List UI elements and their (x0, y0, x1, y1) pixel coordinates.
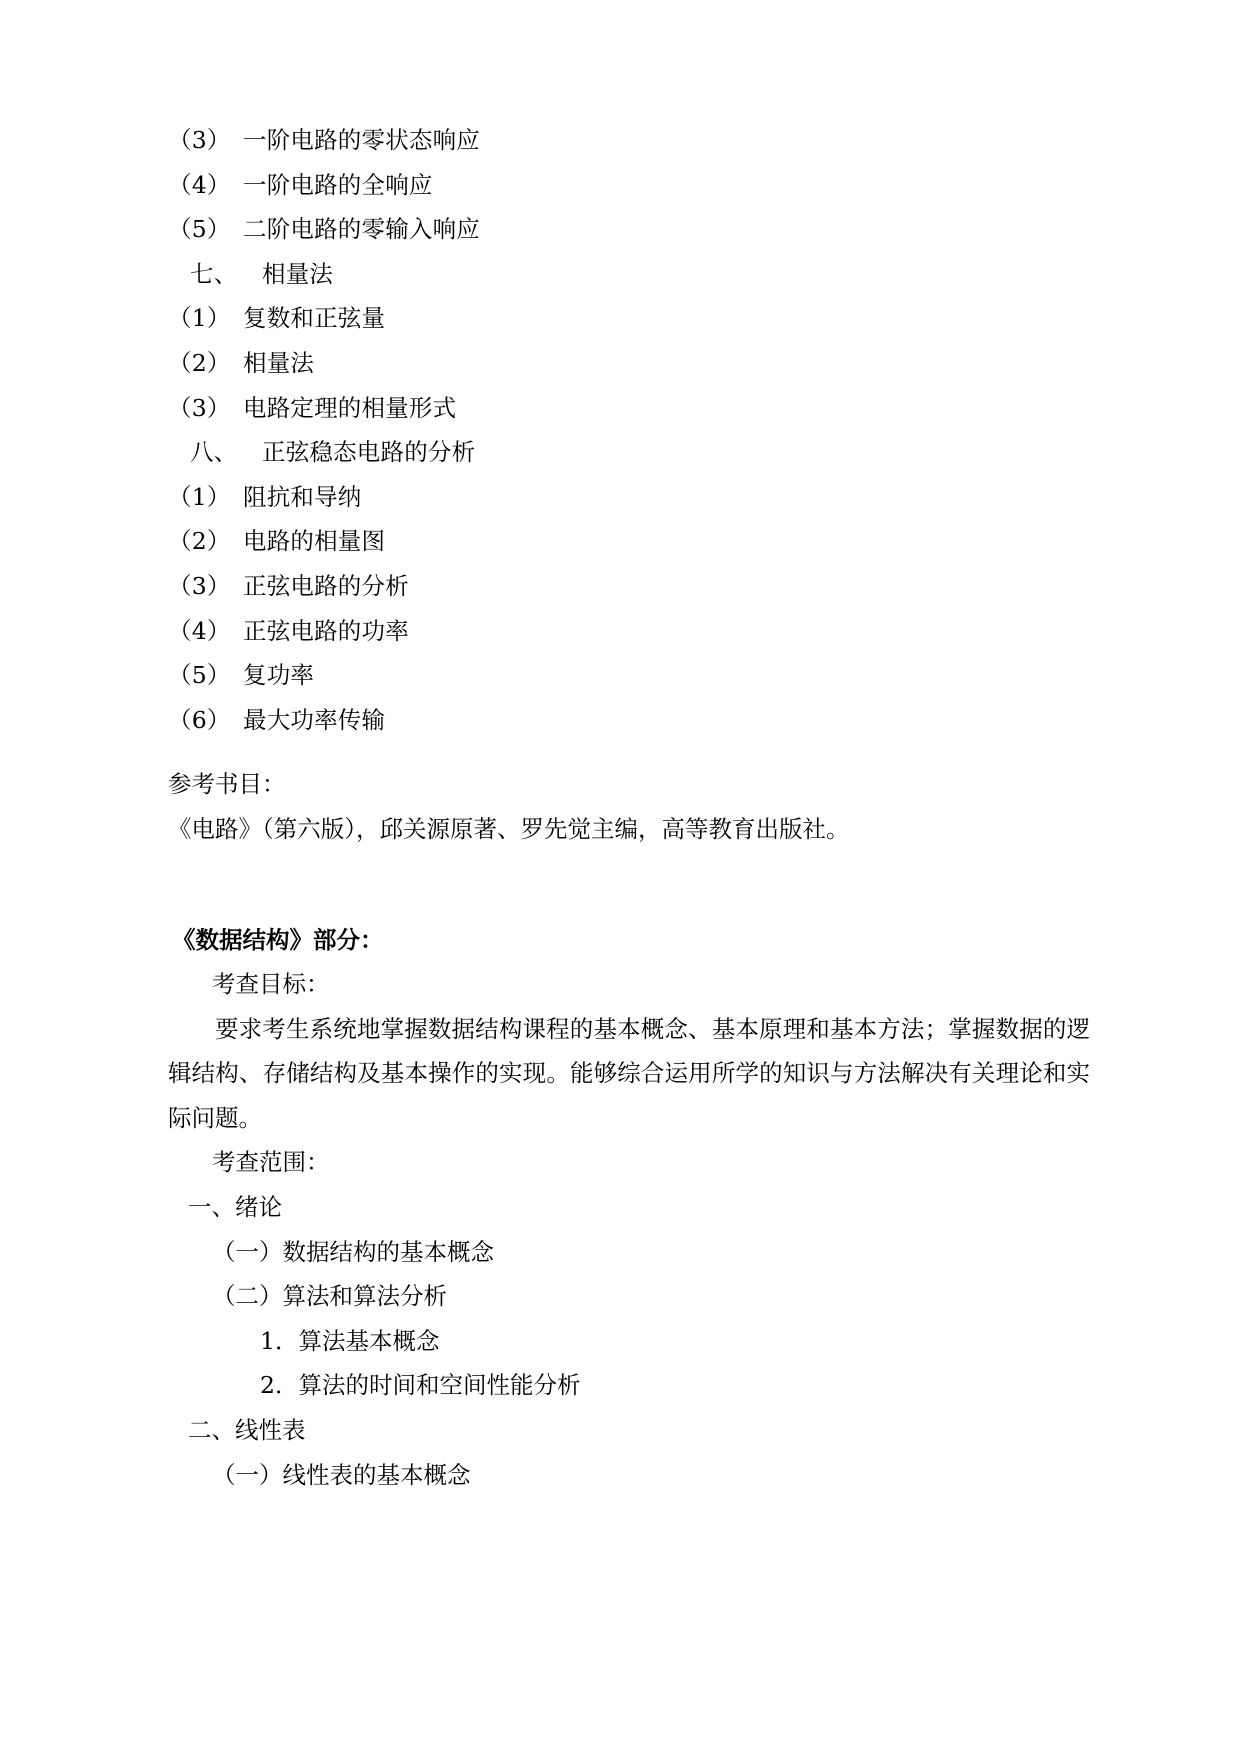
outline-item-text: 复功率 (243, 661, 315, 690)
outline-item (168, 207, 1090, 252)
scope-label: 考查范围： (212, 1148, 330, 1177)
section-heading-eight (168, 430, 1090, 475)
section-title: 相量法 (262, 259, 334, 288)
chapter-one-sub-b-item: 1．算法基本概念 (260, 1326, 440, 1355)
chapter-one-sub-b: （二）算法和算法分析 (212, 1282, 447, 1311)
outline-item-number: （4） (168, 170, 231, 199)
outline-item-number: （6） (168, 705, 231, 734)
outline-item-number: （1） (168, 482, 231, 511)
outline-item-text: 电路的相量图 (243, 527, 386, 556)
chapter-heading-two: 二、线性表 (188, 1416, 306, 1445)
outline-item (168, 564, 1090, 609)
section-heading-seven (168, 252, 1090, 297)
outline-item-number: （3） (168, 393, 231, 422)
section-number: 八、 (190, 438, 238, 467)
references-label: 参考书目： (168, 770, 286, 799)
outline-item-number: （3） (168, 126, 231, 154)
chapter-heading-one: 一、绪论 (188, 1193, 282, 1222)
outline-item (168, 341, 1090, 386)
outline-item (168, 698, 1090, 743)
outline-item-text: 阻抗和导纳 (243, 482, 362, 511)
outline-item-number: （5） (168, 215, 231, 244)
section-seven-items (168, 296, 1090, 430)
outline-item-text: 最大功率传输 (243, 705, 386, 734)
outline-item-number: （3） (168, 571, 231, 600)
outline-item-text: 二阶电路的零输入响应 (243, 215, 480, 244)
outline-item (168, 609, 1090, 654)
outline-item (168, 163, 1090, 208)
outline-item (168, 386, 1090, 431)
section-eight-items (168, 475, 1090, 743)
outline-item-text: 一阶电路的全响应 (243, 170, 433, 199)
section-number: 七、 (190, 259, 238, 288)
outline-item-text: 正弦电路的功率 (243, 616, 409, 645)
outline-item-text: 正弦电路的分析 (243, 571, 409, 600)
chapter-two-sub-a: （一）线性表的基本概念 (212, 1460, 471, 1489)
outline-item (168, 519, 1090, 564)
objective-label: 考查目标： (212, 970, 330, 999)
outline-item (168, 475, 1090, 520)
objective-paragraph: 要求考生系统地掌握数据结构课程的基本概念、基本原理和基本方法；掌握数据的逻辑结构、存储结构及基本操作的实现。能够综合运用所学的知识与方法解决有关理论和实际问题。 (168, 1014, 1090, 1132)
outline-item-number: （5） (168, 661, 231, 690)
outline-item-number: （2） (168, 348, 231, 377)
outline-item (168, 653, 1090, 698)
outline-item (168, 118, 1090, 163)
reference-entry: 《电路》（第六版），邱关源原著、罗先觉主编，高等教育出版社。 (168, 814, 850, 843)
outline-item-text: 电路定理的相量形式 (243, 393, 457, 422)
section-title: 正弦稳态电路的分析 (262, 438, 476, 467)
outline-item-number: （4） (168, 616, 231, 645)
outline-item-number: （1） (168, 304, 231, 333)
data-structure-section-header: 《数据结构》部分： (172, 925, 384, 954)
circuit-outline-continued (168, 118, 1090, 252)
outline-item-text: 复数和正弦量 (243, 304, 386, 333)
chapter-one-sub-b-item: 2．算法的时间和空间性能分析 (260, 1371, 581, 1400)
outline-item-number: （2） (168, 527, 231, 556)
outline-item (168, 296, 1090, 341)
outline-item-text: 一阶电路的零状态响应 (243, 126, 480, 154)
outline-item-text: 相量法 (243, 348, 315, 377)
chapter-one-sub-a: （一）数据结构的基本概念 (212, 1237, 494, 1266)
